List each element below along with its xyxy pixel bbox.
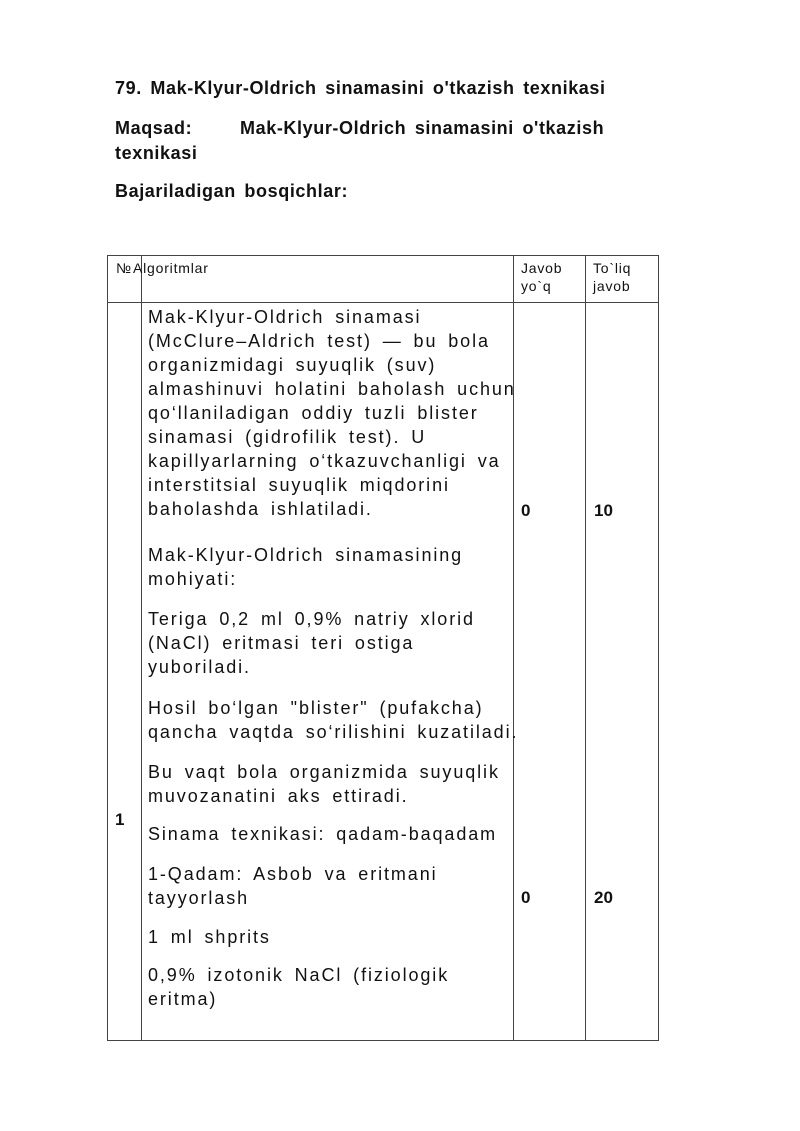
steps-heading: Bajariladigan bosqichlar: bbox=[115, 181, 349, 201]
score-full-answer-2: 20 bbox=[594, 888, 613, 907]
goal-text: Mak-Klyur-Oldrich sinamasini o'tkazish bbox=[240, 118, 605, 138]
blister-paragraph: Hosil bo‘lgan "blister" (pufakcha) qancha vaqtda so‘rilishini kuzatiladi. bbox=[148, 698, 519, 742]
header-full-answer-2: javob bbox=[593, 278, 631, 294]
goal-label: Maqsad: bbox=[115, 118, 193, 138]
definition-paragraph: Mak-Klyur-Oldrich sinamasi (McClure–Aldrich test) — bu bola organizmidagi suyuqlik (suv) almashinuvi holatini baholash uchun qo‘llaniladigan oddiy tuzli blister sinamasi (gidrofilik test). U kapillyarlarning o‘tkazuvchanligi va interstitsial suyuqlik miqdorini baholashda ishlatiladi. bbox=[148, 307, 516, 519]
injection-paragraph: Teriga 0,2 ml 0,9% natriy xlorid (NaCl) eritmasi teri ostiga yuboriladi. bbox=[148, 609, 475, 677]
score-no-answer-2: 0 bbox=[521, 888, 531, 907]
step-1-paragraph: 1-Qadam: Asbob va eritmani tayyorlash bbox=[148, 864, 438, 908]
header-num: № bbox=[116, 260, 132, 276]
balance-paragraph: Bu vaqt bola organizmida suyuqlik muvozanatini aks ettiradi. bbox=[148, 762, 500, 806]
saline-paragraph: 0,9% izotonik NaCl (fiziologik eritma) bbox=[148, 965, 450, 1009]
column-divider bbox=[141, 256, 142, 1040]
document-title: 79. Mak-Klyur-Oldrich sinamasini o'tkazish texnikasi bbox=[115, 78, 606, 98]
row-number: 1 bbox=[115, 810, 125, 829]
syringe-paragraph: 1 ml shprits bbox=[148, 927, 271, 947]
header-algorithms: Algoritmlar bbox=[133, 260, 209, 276]
essence-paragraph: Mak-Klyur-Oldrich sinamasining mohiyati: bbox=[148, 545, 464, 589]
header-no-answer-2: yo`q bbox=[521, 278, 552, 294]
column-divider bbox=[585, 256, 586, 1040]
technique-paragraph: Sinama texnikasi: qadam-baqadam bbox=[148, 824, 498, 844]
goal-text-continued: texnikasi bbox=[115, 143, 198, 163]
header-full-answer: To`liq bbox=[593, 260, 632, 276]
score-full-answer-1: 10 bbox=[594, 501, 613, 520]
score-no-answer-1: 0 bbox=[521, 501, 531, 520]
header-divider bbox=[108, 302, 658, 303]
header-no-answer: Javob bbox=[521, 260, 563, 276]
